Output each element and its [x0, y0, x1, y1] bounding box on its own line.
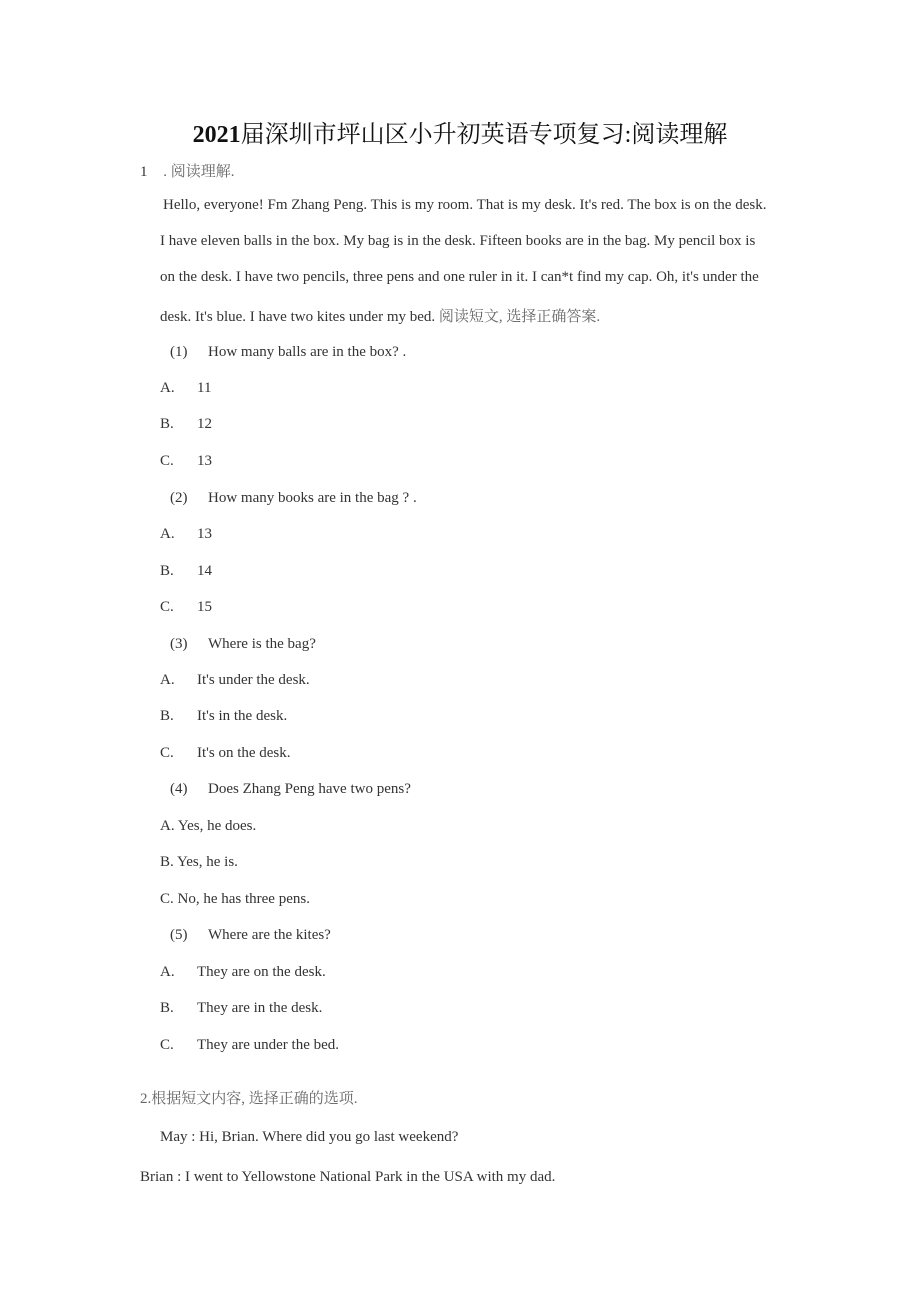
- passage-line: desk. It's blue. I have two kites under my bed.: [160, 309, 436, 325]
- question-text: How many balls are in the box? .: [208, 344, 407, 360]
- question-text: Where are the kites?: [208, 927, 331, 943]
- option-text: They are under the bed.: [197, 1037, 340, 1053]
- section2-heading: 2.根据短文内容, 选择正确的选项.: [140, 1091, 358, 1107]
- title-text: 届深圳市坪山区小升初英语专项复习:阅读理解: [240, 122, 728, 148]
- option-letter: A.: [160, 526, 175, 542]
- option: [160, 453, 212, 470]
- option-letter: A.: [160, 964, 175, 980]
- question-number: (1): [170, 344, 188, 360]
- option-text: 13: [197, 453, 212, 469]
- option: [160, 599, 212, 616]
- option-text: 15: [197, 599, 212, 615]
- question-3: [170, 636, 316, 653]
- option-letter: C.: [160, 453, 174, 469]
- option: A. Yes, he does.: [160, 818, 257, 834]
- option: [160, 526, 212, 543]
- option: [160, 1037, 339, 1054]
- section1-label: . 阅读理解.: [163, 164, 235, 180]
- option: [160, 672, 310, 689]
- option-letter: C.: [160, 1037, 174, 1053]
- option-text: It's in the desk.: [197, 708, 288, 724]
- passage-line: on the desk. I have two pencils, three pens and one ruler in it. I can*t find my cap. Oh, it's under the: [160, 269, 759, 285]
- passage-line: I have eleven balls in the box. My bag is in the desk. Fifteen books are in the bag. My pencil box is: [160, 233, 756, 249]
- option: [160, 563, 212, 580]
- question-1: [170, 344, 406, 361]
- option-text: 12: [197, 416, 212, 432]
- option-letter: C.: [160, 745, 174, 761]
- option-text: It's on the desk.: [197, 745, 291, 761]
- passage-line-last: [160, 305, 600, 326]
- option-letter: B.: [160, 708, 174, 724]
- option: [160, 964, 326, 981]
- option: [160, 708, 287, 725]
- question-number: (5): [170, 927, 188, 943]
- title-year: 2021: [192, 122, 241, 148]
- option: [160, 380, 211, 397]
- passage-instruction: 阅读短文, 选择正确答案.: [438, 309, 601, 325]
- option-letter: A.: [160, 380, 175, 396]
- option-letter: C.: [160, 599, 174, 615]
- option-letter: A.: [160, 672, 175, 688]
- option-text: It's under the desk.: [197, 672, 310, 688]
- question-number: (3): [170, 636, 188, 652]
- question-2: [170, 490, 417, 507]
- page-title: [0, 114, 920, 149]
- option-letter: B.: [160, 563, 174, 579]
- option: [160, 416, 212, 433]
- dialogue-line: May : Hi, Brian. Where did you go last weekend?: [160, 1129, 459, 1145]
- option-text: 13: [197, 526, 212, 542]
- question-number: (2): [170, 490, 188, 506]
- option: [160, 745, 291, 762]
- option: B. Yes, he is.: [160, 854, 238, 870]
- question-text: Does Zhang Peng have two pens?: [208, 781, 411, 797]
- question-number: (4): [170, 781, 188, 797]
- option-text: They are in the desk.: [197, 1000, 323, 1016]
- passage-line: Hello, everyone! Fm Zhang Peng. This is my room. That is my desk. It's red. The box is on the desk.: [163, 197, 767, 213]
- question-4: [170, 781, 411, 798]
- option-letter: B.: [160, 1000, 174, 1016]
- option: C. No, he has three pens.: [160, 891, 310, 907]
- option-text: 14: [197, 563, 212, 579]
- section1-heading: [140, 160, 235, 181]
- option-text: 11: [197, 380, 212, 396]
- option-text: They are on the desk.: [197, 964, 326, 980]
- option: [160, 1000, 322, 1017]
- section1-number: 1: [140, 164, 148, 180]
- question-5: [170, 927, 331, 944]
- question-text: How many books are in the bag ? .: [208, 490, 417, 506]
- dialogue-line: Brian : I went to Yellowstone National Park in the USA with my dad.: [140, 1169, 556, 1185]
- question-text: Where is the bag?: [208, 636, 316, 652]
- option-letter: B.: [160, 416, 174, 432]
